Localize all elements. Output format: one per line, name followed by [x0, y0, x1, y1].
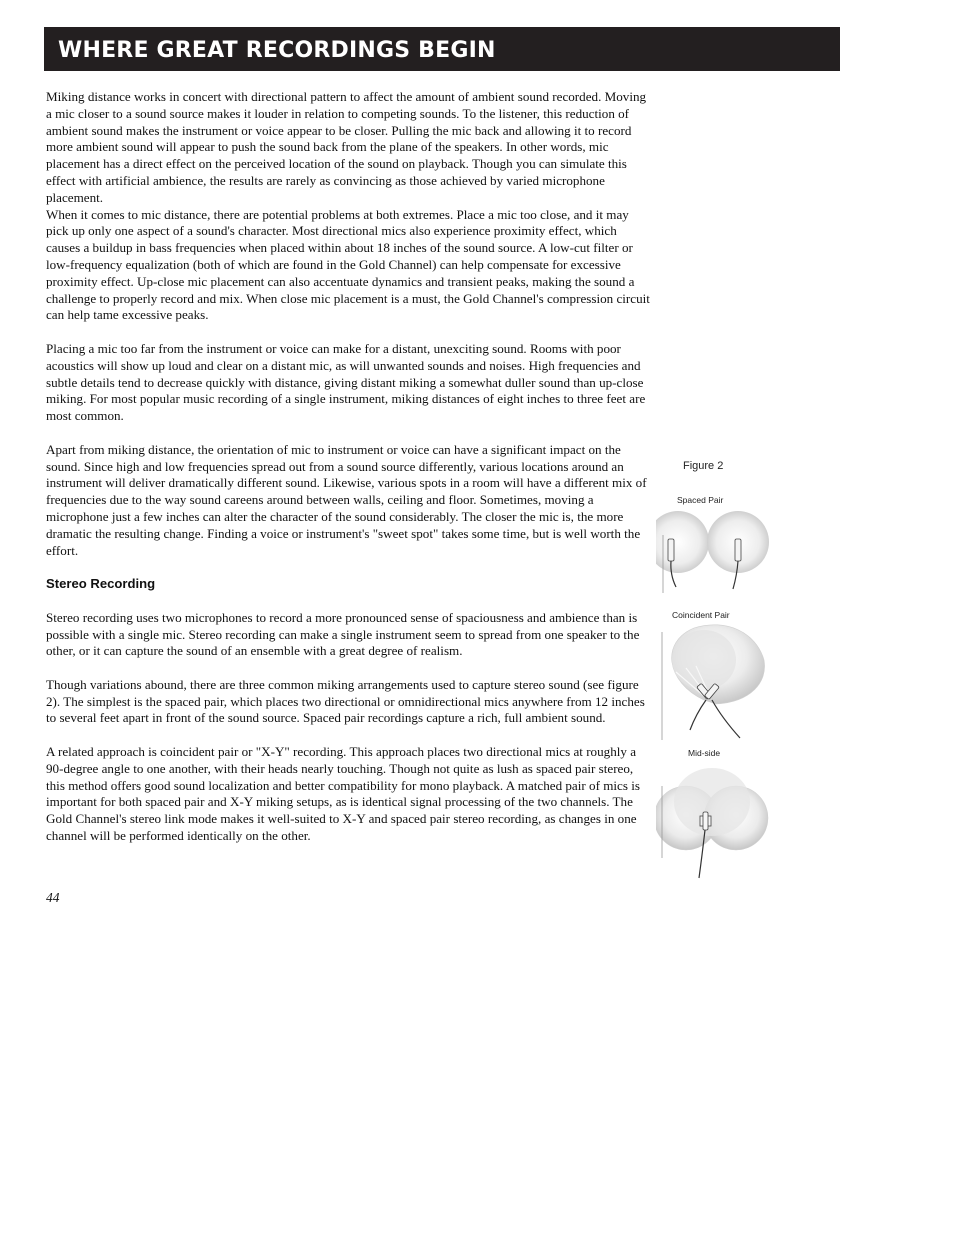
page-number: 44	[46, 890, 60, 905]
mid-side-diagram	[656, 760, 776, 882]
paragraph: Though variations abound, there are three common miking arrangements used to capture stereo sound (see figure 2). The simplest is the spaced pair, which places two directional or omnidirectional mics anywhere from 12 inches to several feet apart in front of the sound source. Spaced pair recordings capture a rich, full ambient sound.	[46, 676, 645, 726]
paragraph: Miking distance works in concert with directional pattern to affect the amount of ambient sound recorded. Moving a mic closer to a sound source makes it louder in relation to competing sounds. To the listener, this reduction of ambient sound makes the instrument or voice appear to be closer. Pulling the mic back and allowing it to record more ambient sound will appear to push the sound back from the plane of the speakers. In other words, mic placement has a direct effect on the perceived location of the sound on playback. Though you can simulate this effect with artificial ambience, the results are rarely as convincing as those achieved by varied microphone placement.	[46, 89, 647, 205]
header-bar	[44, 27, 840, 71]
coincident-pair-diagram	[656, 622, 776, 744]
spaced-pair-diagram	[656, 505, 776, 595]
body-text	[46, 89, 652, 845]
page-title: WHERE GREAT RECORDINGS BEGIN	[58, 37, 496, 63]
paragraph: Stereo recording uses two microphones to record a more pronounced sense of spaciousness and ambience than is possible with a single mic. Stereo recording can make a single instrument seem to spread from one speaker to the other, or it can capture the sound of an ensemble with a great degree of realism.	[46, 609, 640, 659]
figure-panel-label-midside: Mid-side	[688, 748, 721, 758]
paragraph: When it comes to mic distance, there are potential problems at both extremes. Place a mic too close, and it may pick up only one aspect of a sound's character. Most directional mics also experience proximity effect, which causes a buildup in bass frequencies when placed within about 18 inches of the sound source. A low-cut filter or low-frequency equalization (both of which are found in the Gold Channel) can help compensate for excessive proximity effect. Up-close mic placement can also accentuate dynamics and transient peaks, making the sound a challenge to properly record and mix. When close mic placement is a must, the Gold Channel's compression circuit can help tame excessive peaks.	[46, 206, 650, 323]
figure-panel-label-spaced: Spaced Pair	[677, 495, 724, 505]
paragraph: A related approach is coincident pair or "X-Y" recording. This approach places two directional mics at roughly a 90-degree angle to one another, with their heads nearly touching. Though not quite as lush as spaced pair stereo, this method offers good sound localization and better compatibility for mono playback. A matched pair of mics is important for both spaced pair and X-Y miking setups, as is identical signal processing of the two channels. The Gold Channel's stereo link mode makes it well-suited to X-Y and spaced pair stereo recording, as changes in one channel will be performed identically on the other.	[46, 744, 640, 844]
figure-title: Figure 2	[683, 460, 724, 472]
paragraph: Apart from miking distance, the orientation of mic to instrument or voice can have a significant impact on the sound. Since high and low frequencies spread out from a sound source differently, various locations around an instrument will deliver dramatically different sound. Likewise, various spots in a room will have a different mix of frequencies due to the way sound careens around between walls, ceiling and floor. Sometimes, moving a microphone just a few inches can alter the character of the sound considerably. The closer the mic is, the more dramatic the resulting change. Finding a voice or instrument's "sweet spot" takes some time, but is well worth the effort.	[46, 441, 647, 558]
section-heading: Stereo Recording	[46, 576, 156, 592]
paragraph: Placing a mic too far from the instrument or voice can make for a distant, unexciting sound. Rooms with poor acoustics will show up loud and clear on a distant mic, as will unwanted sounds and noises. High frequencies and subtle details tend to decrease quickly with distance, giving distant miking a somewhat duller sound than up-close miking. For most popular music recording of a single instrument, miking distances of eight inches to three feet are most common.	[46, 340, 646, 424]
figure-panel-label-coincident: Coincident Pair	[672, 610, 730, 620]
